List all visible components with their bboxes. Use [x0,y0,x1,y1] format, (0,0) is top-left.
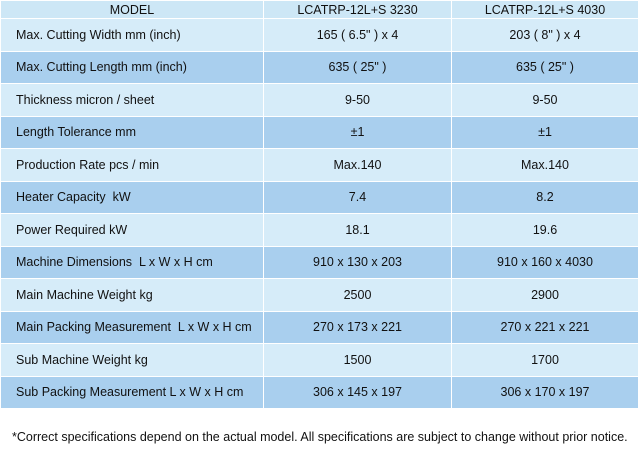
header-model: MODEL [1,1,264,19]
table-row [1,376,639,409]
table-header [1,1,639,19]
row-label: Length Tolerance mm [1,116,264,149]
row-value-3230: Max.140 [264,149,452,182]
row-label: Thickness micron / sheet [1,84,264,117]
row-value-3230: 635 ( 25" ) [264,51,452,84]
row-value-3230: 165 ( 6.5" ) x 4 [264,19,452,52]
table-row [1,51,639,84]
row-value-3230: 1500 [264,344,452,377]
table-row [1,344,639,377]
row-label: Power Required kW [1,214,264,247]
row-value-4030: 2900 [452,279,639,312]
row-label: Max. Cutting Length mm (inch) [1,51,264,84]
row-value-3230: 18.1 [264,214,452,247]
table-row [1,214,639,247]
row-value-3230: 2500 [264,279,452,312]
row-label: Sub Packing Measurement L x W x H cm [1,376,264,409]
table-row [1,246,639,279]
row-value-4030: 270 x 221 x 221 [452,311,639,344]
row-value-4030: ±1 [452,116,639,149]
table-row [1,181,639,214]
table-body [1,19,639,409]
table-row [1,311,639,344]
header-model-4030: LCATRP-12L+S 4030 [452,1,639,19]
table-row [1,116,639,149]
row-value-3230: 9-50 [264,84,452,117]
row-value-4030: 1700 [452,344,639,377]
row-value-3230: ±1 [264,116,452,149]
row-value-3230: 270 x 173 x 221 [264,311,452,344]
row-label: Main Packing Measurement L x W x H cm [1,311,264,344]
row-label: Machine Dimensions L x W x H cm [1,246,264,279]
row-value-4030: 8.2 [452,181,639,214]
row-value-4030: 306 x 170 x 197 [452,376,639,409]
row-value-4030: 19.6 [452,214,639,247]
row-value-3230: 306 x 145 x 197 [264,376,452,409]
row-value-4030: 635 ( 25" ) [452,51,639,84]
row-label: Production Rate pcs / min [1,149,264,182]
disclaimer-footnote: *Correct specifications depend on the actual model. All specifications are subject to change without prior notice. [12,430,628,444]
table-row [1,149,639,182]
header-row [1,1,639,19]
table-row [1,84,639,117]
row-value-4030: 203 ( 8" ) x 4 [452,19,639,52]
row-label: Heater Capacity kW [1,181,264,214]
row-label: Sub Machine Weight kg [1,344,264,377]
row-value-3230: 7.4 [264,181,452,214]
row-value-4030: 910 x 160 x 4030 [452,246,639,279]
row-label: Main Machine Weight kg [1,279,264,312]
row-label: Max. Cutting Width mm (inch) [1,19,264,52]
row-value-3230: 910 x 130 x 203 [264,246,452,279]
row-value-4030: Max.140 [452,149,639,182]
table-row [1,19,639,52]
row-value-4030: 9-50 [452,84,639,117]
header-model-3230: LCATRP-12L+S 3230 [264,1,452,19]
table-row [1,279,639,312]
